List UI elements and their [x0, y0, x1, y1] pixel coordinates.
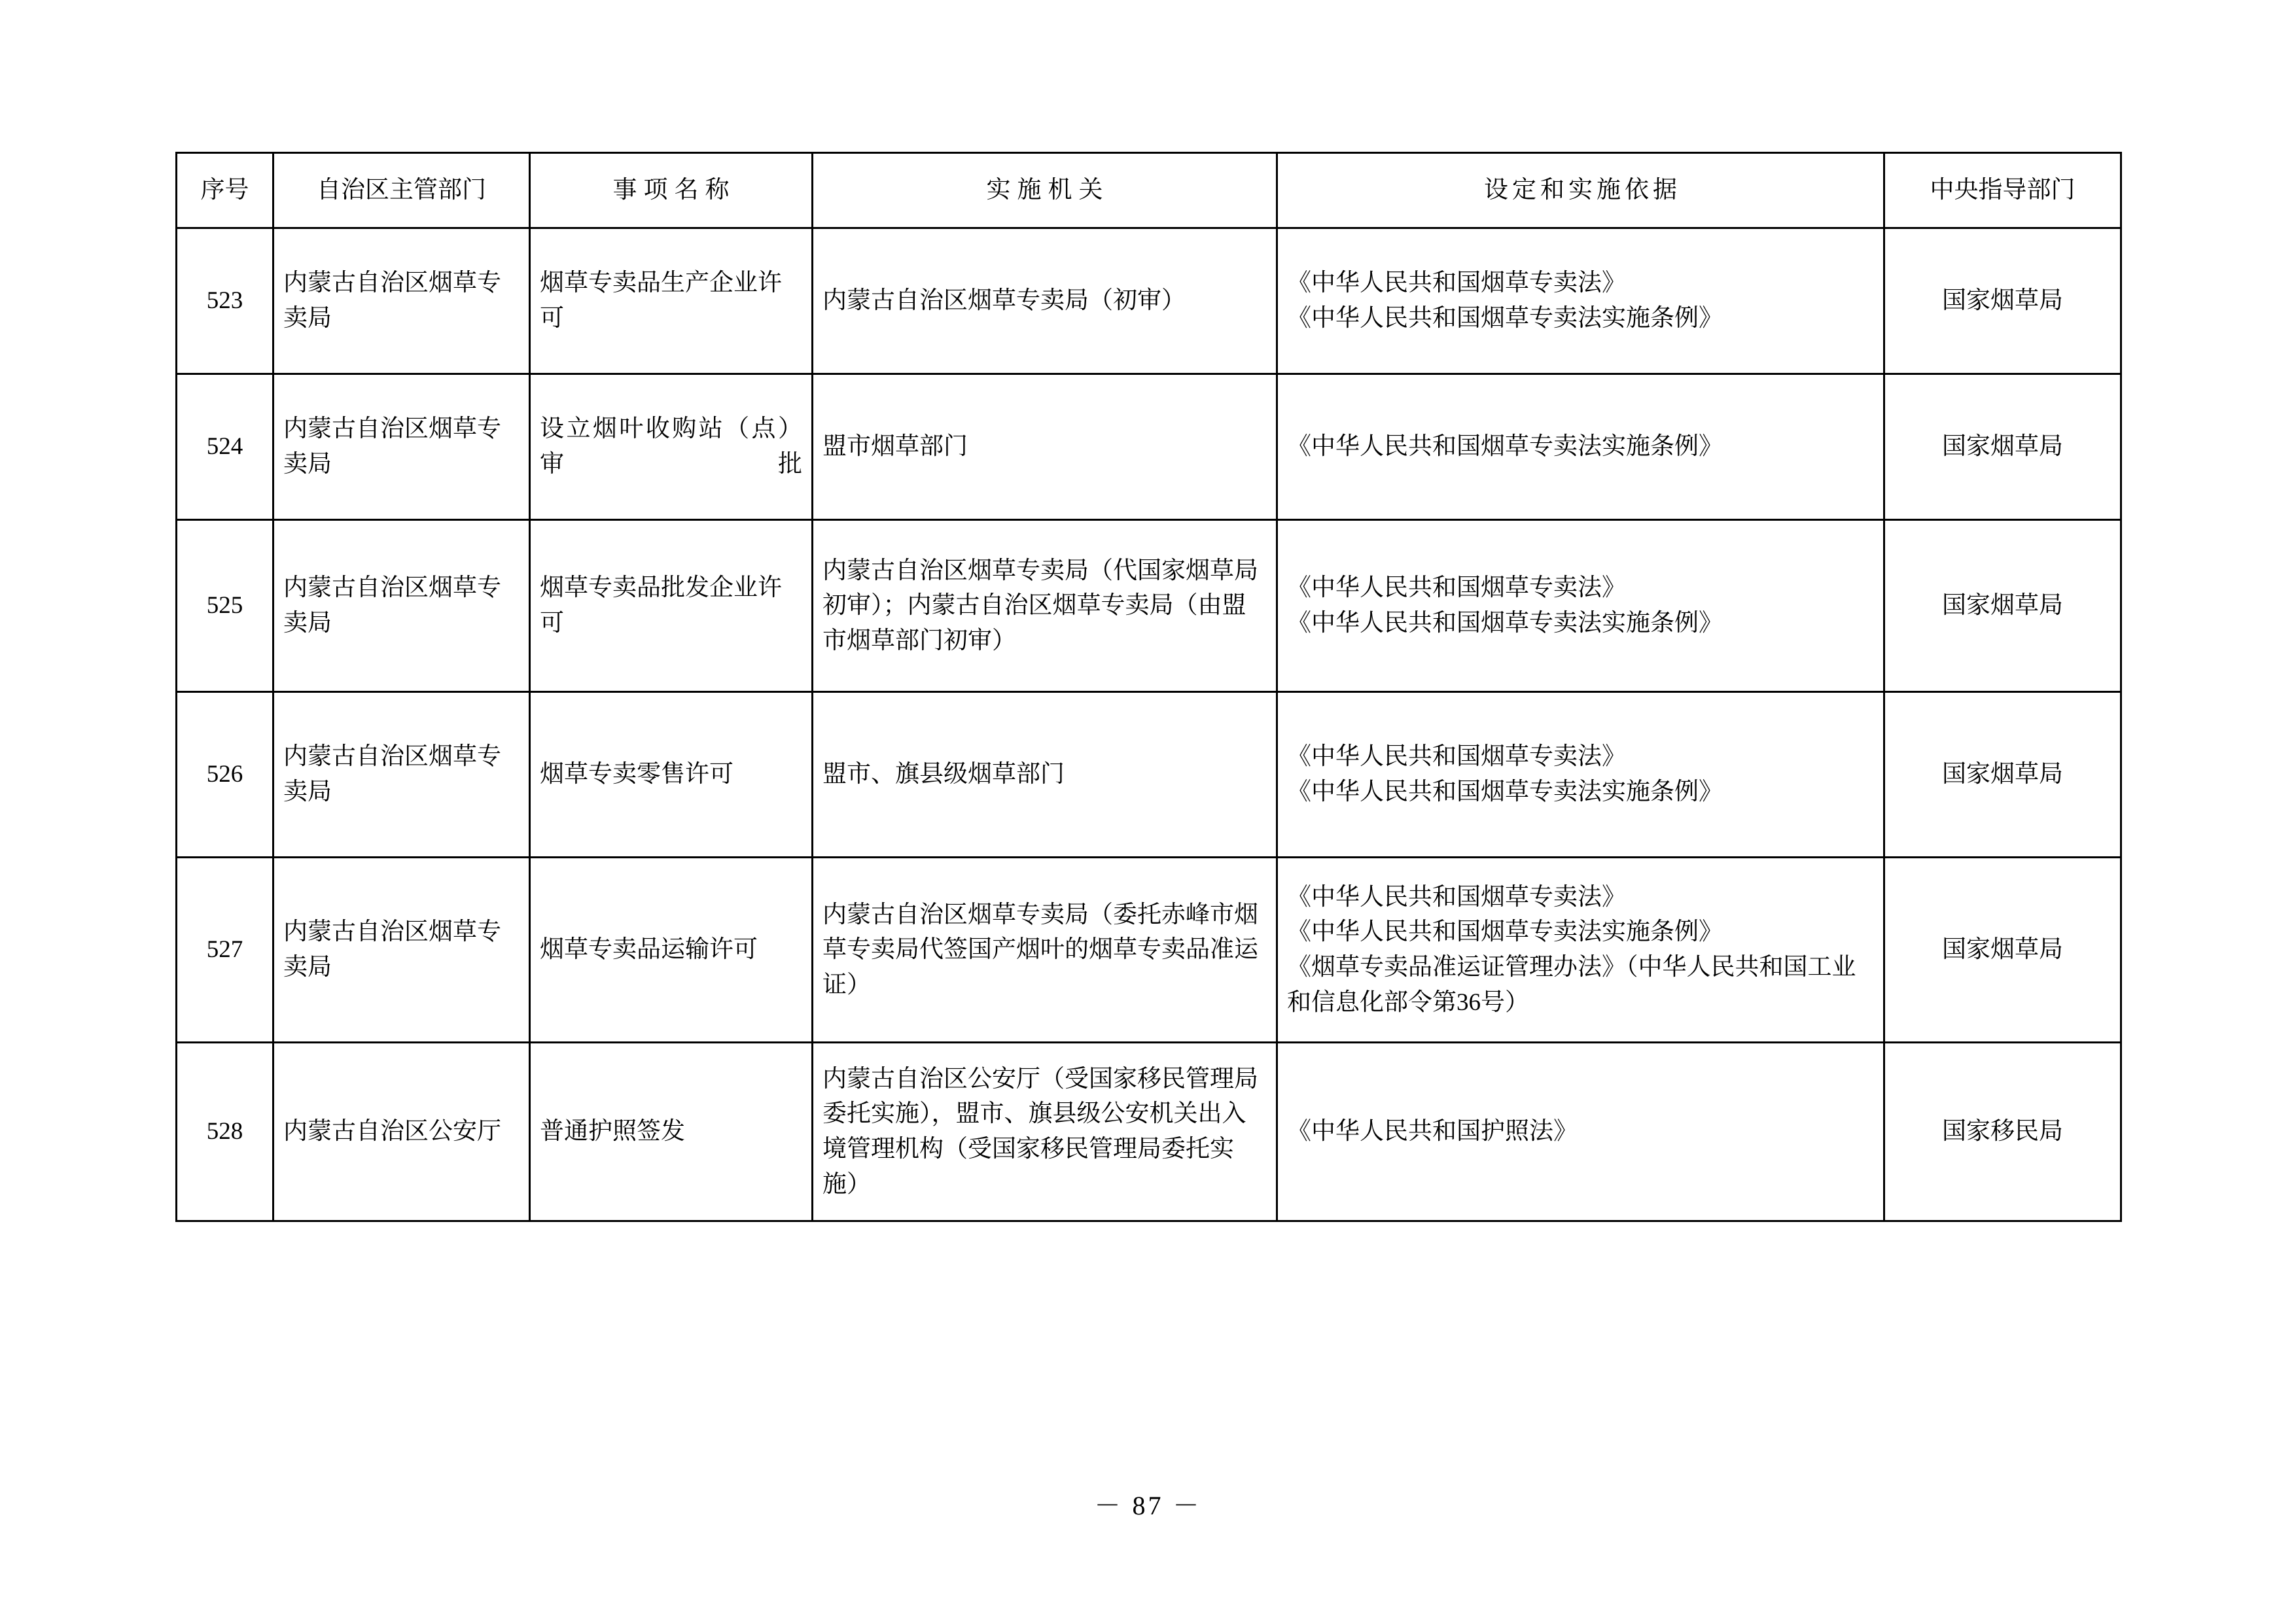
administrative-items-table: [175, 152, 2122, 1222]
column-header-org: 实施机关: [813, 153, 1277, 228]
cell-central: 国家烟草局: [1884, 374, 2121, 520]
table-row: [177, 858, 2121, 1043]
cell-item: 烟草专卖品生产企业许可: [530, 228, 813, 374]
cell-org: 盟市烟草部门: [813, 374, 1277, 520]
cell-seq: 524: [177, 374, 274, 520]
cell-basis: 《中华人民共和国烟草专卖法》 《中华人民共和国烟草专卖法实施条例》: [1277, 520, 1884, 692]
cell-org: 内蒙古自治区公安厅（受国家移民管理局委托实施），盟市、旗县级公安机关出入境管理机构（受国家移民管理局委托实施）: [813, 1043, 1277, 1221]
table-row: [177, 692, 2121, 858]
cell-seq: 528: [177, 1043, 274, 1221]
cell-org: 内蒙古自治区烟草专卖局（初审）: [813, 228, 1277, 374]
cell-basis: 《中华人民共和国烟草专卖法实施条例》: [1277, 374, 1884, 520]
cell-dept: 内蒙古自治区烟草专卖局: [274, 858, 530, 1043]
cell-dept: 内蒙古自治区烟草专卖局: [274, 692, 530, 858]
column-header-basis: 设定和实施依据: [1277, 153, 1884, 228]
cell-dept: 内蒙古自治区烟草专卖局: [274, 374, 530, 520]
cell-seq: 525: [177, 520, 274, 692]
cell-org: 内蒙古自治区烟草专卖局（委托赤峰市烟草专卖局代签国产烟叶的烟草专卖品准运证）: [813, 858, 1277, 1043]
cell-org: 盟市、旗县级烟草部门: [813, 692, 1277, 858]
cell-dept: 内蒙古自治区公安厅: [274, 1043, 530, 1221]
cell-central: 国家烟草局: [1884, 692, 2121, 858]
cell-dept: 内蒙古自治区烟草专卖局: [274, 228, 530, 374]
cell-basis: 《中华人民共和国烟草专卖法》 《中华人民共和国烟草专卖法实施条例》: [1277, 692, 1884, 858]
cell-item: 普通护照签发: [530, 1043, 813, 1221]
column-header-dept: 自治区主管部门: [274, 153, 530, 228]
cell-basis: 《中华人民共和国护照法》: [1277, 1043, 1884, 1221]
cell-central: 国家烟草局: [1884, 858, 2121, 1043]
cell-dept: 内蒙古自治区烟草专卖局: [274, 520, 530, 692]
column-header-item: 事项名称: [530, 153, 813, 228]
cell-seq: 526: [177, 692, 274, 858]
cell-seq: 527: [177, 858, 274, 1043]
cell-item: 烟草专卖品运输许可: [530, 858, 813, 1043]
table-row: [177, 374, 2121, 520]
cell-item: 烟草专卖零售许可: [530, 692, 813, 858]
table-header-row: [177, 153, 2121, 228]
cell-central: 国家烟草局: [1884, 520, 2121, 692]
page-number: － 87 －: [1094, 1491, 1202, 1520]
cell-basis: 《中华人民共和国烟草专卖法》 《中华人民共和国烟草专卖法实施条例》 《烟草专卖品准运证管理办法》（中华人民共和国工业和信息化部令第36号）: [1277, 858, 1884, 1043]
administrative-items-table-wrapper: [175, 152, 2120, 1222]
cell-item: 烟草专卖品批发企业许可: [530, 520, 813, 692]
column-header-central: 中央指导部门: [1884, 153, 2121, 228]
cell-central: 国家移民局: [1884, 1043, 2121, 1221]
table-row: [177, 228, 2121, 374]
table-row: [177, 520, 2121, 692]
table-row: [177, 1043, 2121, 1221]
cell-basis: 《中华人民共和国烟草专卖法》 《中华人民共和国烟草专卖法实施条例》: [1277, 228, 1884, 374]
cell-org: 内蒙古自治区烟草专卖局（代国家烟草局初审）；内蒙古自治区烟草专卖局（由盟市烟草部门初审）: [813, 520, 1277, 692]
cell-seq: 523: [177, 228, 274, 374]
column-header-seq: 序号: [177, 153, 274, 228]
cell-item: 设立烟叶收购站（点）审批: [530, 374, 813, 520]
cell-central: 国家烟草局: [1884, 228, 2121, 374]
